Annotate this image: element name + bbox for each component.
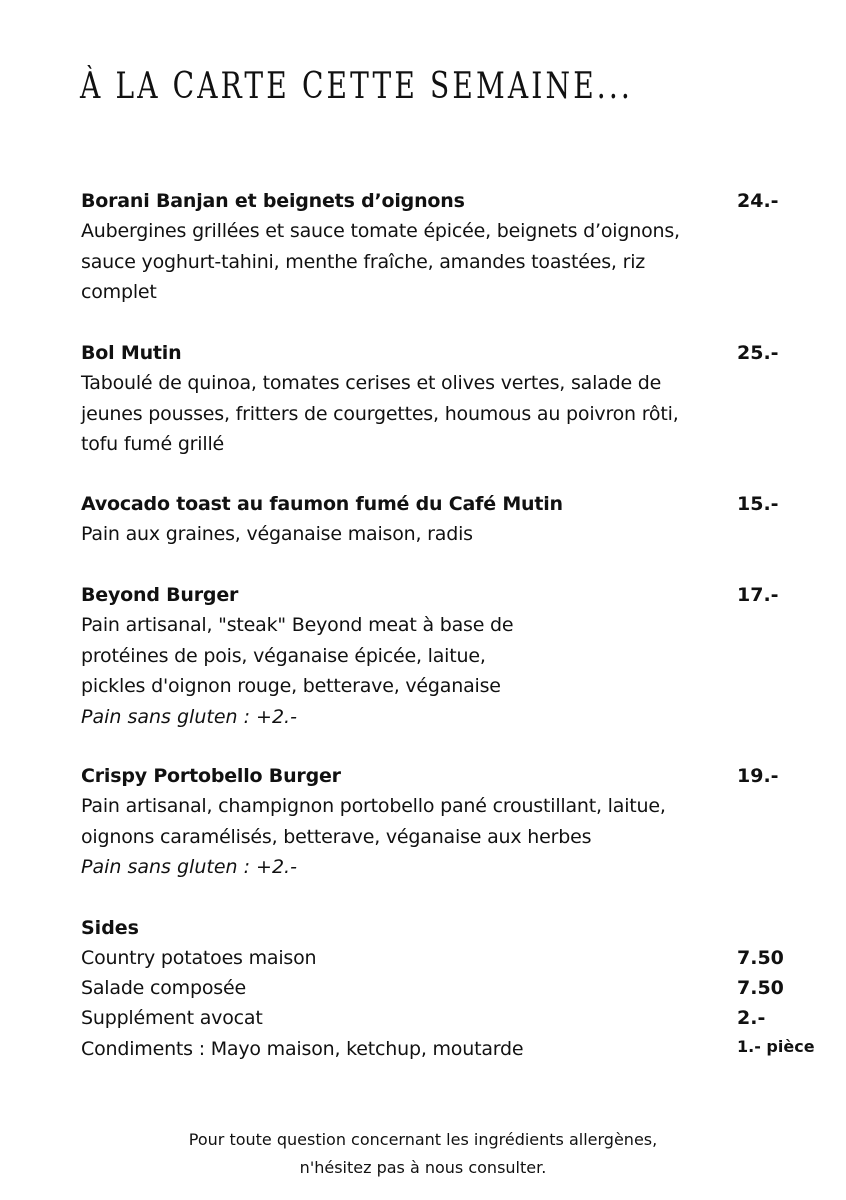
item-price: 19.- — [737, 765, 779, 787]
item-note: Pain sans gluten : +2.- — [81, 856, 297, 878]
side-price: 7.50 — [737, 947, 784, 969]
item-price: 24.- — [737, 190, 779, 212]
item-price: 17.- — [737, 584, 779, 606]
item-name: Avocado toast au faumon fumé du Café Mutin — [81, 493, 563, 515]
menu-item — [81, 338, 781, 460]
item-price: 25.- — [737, 342, 779, 364]
sides-heading: Sides — [81, 917, 139, 939]
side-label: Country potatoes maison — [81, 947, 317, 969]
item-description-line: protéines de pois, véganaise épicée, laitue, — [81, 644, 486, 667]
item-description-line: pickles d'oignon rouge, betterave, véganaise — [81, 675, 501, 697]
allergen-notice-line: Pour toute question concernant les ingrédients allergènes, — [188, 1130, 658, 1149]
item-description-line: oignons caramélisés, betterave, véganaise aux herbes — [81, 825, 592, 848]
allergen-notice-line: n'hésitez pas à nous consulter. — [299, 1158, 547, 1177]
item-name: Borani Banjan et beignets d’oignons — [81, 190, 465, 212]
allergen-notice — [0, 1126, 846, 1182]
item-description: Taboulé de quinoa, tomates cerises et olives vertes, salade de jeunes pousses, fritters de courgettes, houmous au poivron rôti, tofu fumé grillé — [81, 372, 679, 455]
side-label: Supplément avocat — [81, 1007, 263, 1029]
side-label: Condiments : Mayo maison, ketchup, moutarde — [81, 1038, 524, 1060]
item-note: Pain sans gluten : +2.- — [81, 705, 297, 728]
side-price: 7.50 — [737, 977, 784, 999]
item-name: Crispy Portobello Burger — [81, 765, 341, 787]
menu-item — [81, 489, 781, 550]
menu-item — [81, 580, 781, 732]
item-name: Bol Mutin — [81, 342, 182, 364]
item-name: Beyond Burger — [81, 584, 239, 606]
item-description-line: Pain artisanal, "steak" Beyond meat à base de — [81, 614, 514, 636]
menu-item — [81, 761, 781, 883]
item-description: Aubergines grillées et sauce tomate épicée, beignets d’oignons, sauce yoghurt-tahini, menthe fraîche, amandes toastées, riz complet — [81, 220, 680, 303]
side-price: 2.- — [737, 1007, 766, 1029]
menu-item — [81, 186, 781, 308]
item-description-line: Pain artisanal, champignon portobello pané croustillant, laitue, — [81, 795, 666, 817]
side-price: 1.- pièce — [737, 1037, 815, 1056]
item-description: Pain aux graines, véganaise maison, radis — [81, 523, 473, 545]
item-price: 15.- — [737, 493, 779, 515]
page-title: À LA CARTE CETTE SEMAINE... — [80, 66, 633, 107]
side-label: Salade composée — [81, 977, 246, 999]
